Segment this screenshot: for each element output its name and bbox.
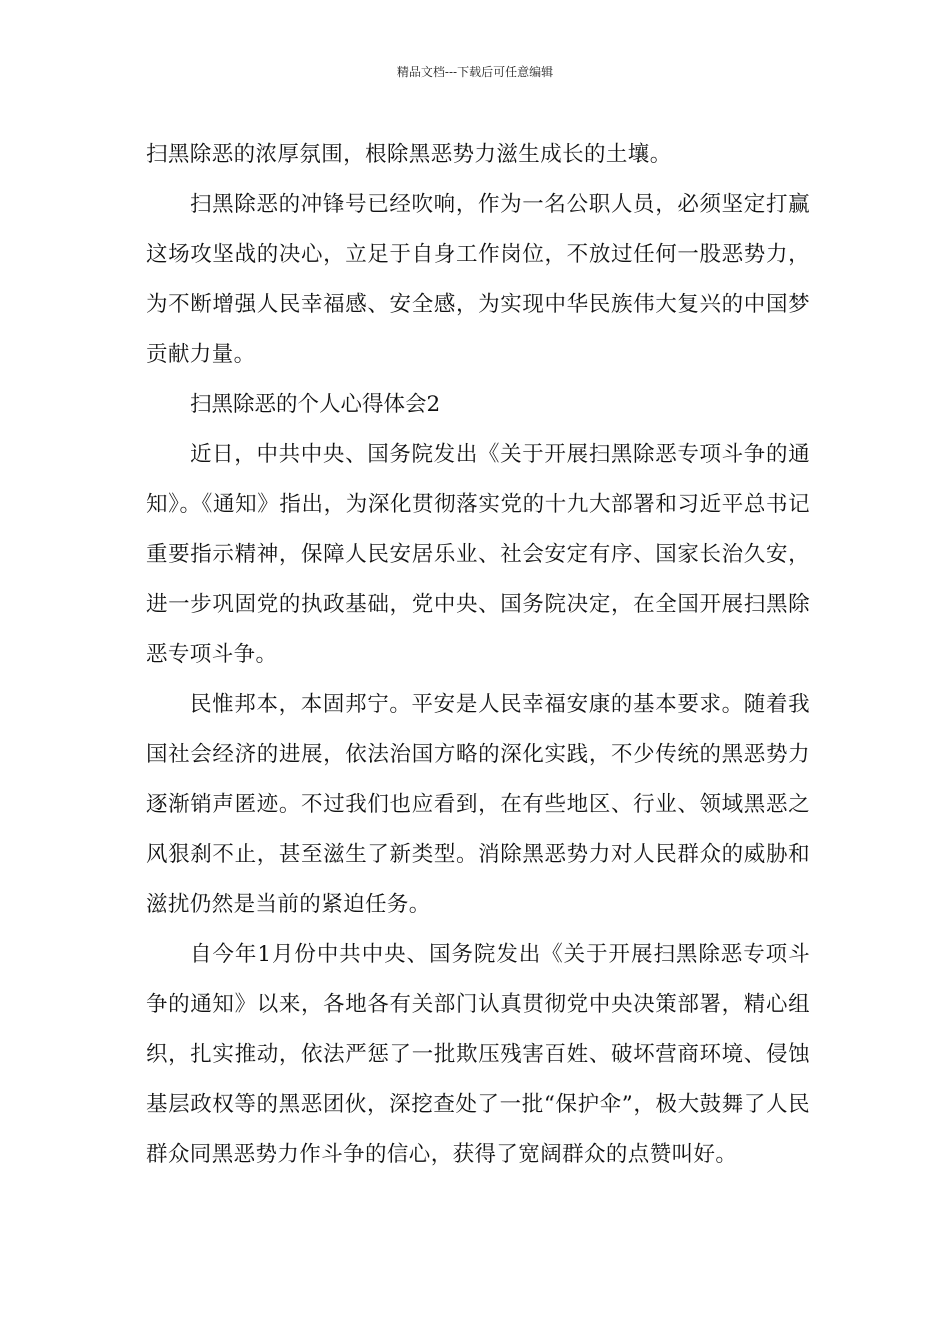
section-heading: 扫黑除恶的个人心得体会2 (190, 392, 441, 417)
page-header: 精品文档---下载后可任意编辑 (396, 65, 554, 79)
paragraph: 自今年1月份中共中央、国务院发出《关于开展扫黑除恶专项斗争的通知》以来，各地各有关部门认真贯彻党中央决策部署，精心组织，扎实推动，依法严惩了一批欺压残害百姓、破坏营商环境、侵蚀基层政权等的黑恶团伙，深挖查处了一批“保护伞”，极大鼓舞了人民群众同黑恶势力作斗争的信心，获得了宽阔群众的点赞叫好。 (146, 942, 810, 1167)
paragraph: 近日，中共中央、国务院发出《关于开展扫黑除恶专项斗争的通知》。《通知》指出，为深化贯彻落实党的十九大部署和习近平总书记重要指示精神，保障人民安居乐业、社会安定有序、国家长治久安，进一步巩固党的执政基础，党中央、国务院决定，在全国开展扫黑除恶专项斗争。 (146, 442, 810, 667)
paragraph: 民惟邦本，本固邦宁。平安是人民幸福安康的基本要求。随着我国社会经济的进展，依法治国方略的深化实践，不少传统的黑恶势力逐渐销声匿迹。不过我们也应看到，在有些地区、行业、领域黑恶之风狠刹不止，甚至滋生了新类型。消除黑恶势力对人民群众的威胁和滋扰仍然是当前的紧迫任务。 (146, 692, 810, 917)
paragraph-continuation: 扫黑除恶的浓厚氛围，根除黑恶势力滋生成长的土壤。 (146, 142, 672, 167)
document-body (146, 130, 810, 1180)
paragraph: 扫黑除恶的冲锋号已经吹响，作为一名公职人员，必须坚定打赢这场攻坚战的决心，立足于自身工作岗位，不放过任何一股恶势力，为不断增强人民幸福感、安全感，为实现中华民族伟大复兴的中国梦贡献力量。 (146, 192, 810, 367)
